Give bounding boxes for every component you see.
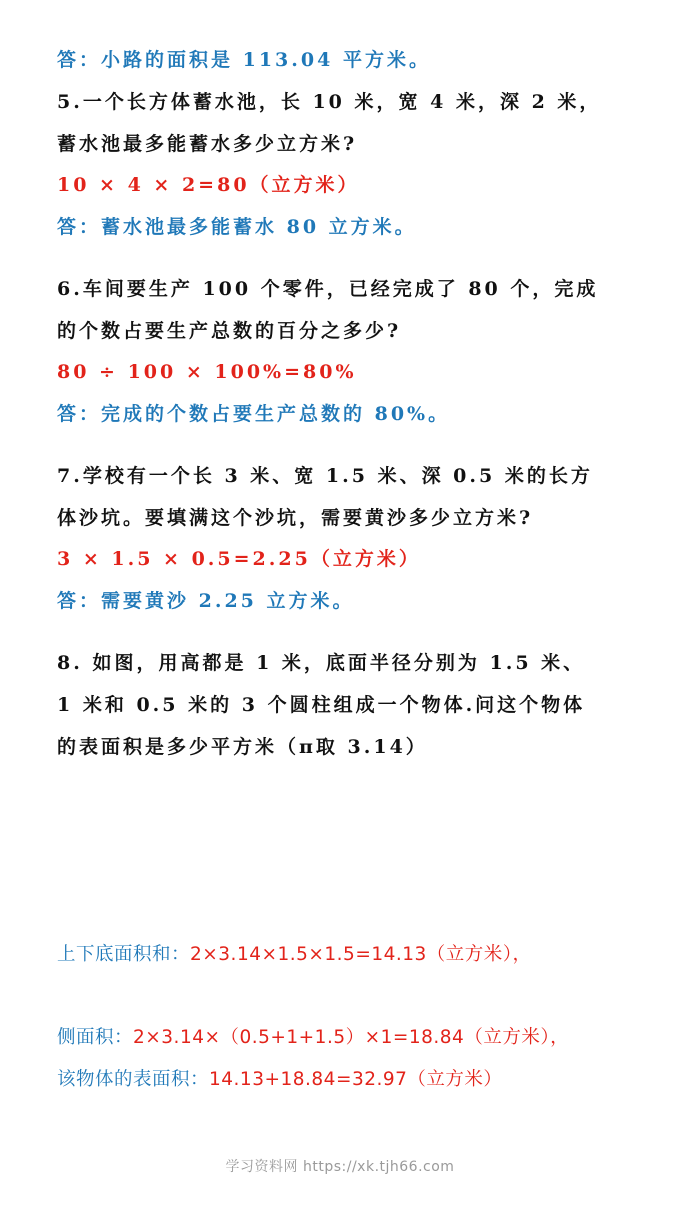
calculation-6: 80 ÷ 100 × 100%=80% [57,361,357,383]
calc-base-area-value: 2×3.14×1.5×1.5=14.13（立方米）， [190,944,532,965]
question-6-line-1: 6.车间要生产 100 个零件，已经完成了 80 个，完成 [57,278,599,300]
question-8-line-2: 1 米和 0.5 米的 3 个圆柱组成一个物体.问这个物体 [57,694,586,716]
question-7-line-2: 体沙坑。要填满这个沙坑，需要黄沙多少立方米? [57,507,534,529]
footer-watermark: 学习资料网 https://xk.tjh66.com [225,1159,455,1175]
question-6-line-2: 的个数占要生产总数的百分之多少? [57,320,402,342]
calc-side-area-value: 2×3.14×（0.5+1+1.5）×1=18.84（立方米）， [133,1027,570,1048]
question-8-line-3: 的表面积是多少平方米（π取 3.14） [57,736,428,758]
question-8-line-1: 8. 如图，用高都是 1 米，底面半径分别为 1.5 米、 [57,652,586,674]
calc-side-area [57,1025,660,1051]
calc-total-area [57,1067,660,1093]
calculation-7: 3 × 1.5 × 0.5=2.25（立方米） [57,548,421,570]
answer-4-text: 答：小路的面积是 113.04 平方米。 [57,49,431,71]
answer-6-text: 答：完成的个数占要生产总数的 80%。 [57,403,451,425]
answer-5-text: 答：蓄水池最多能蓄水 80 立方米。 [57,216,417,238]
answer-7-text: 答：需要黄沙 2.25 立方米。 [57,590,355,612]
question-5-line-1: 5.一个长方体蓄水池，长 10 米，宽 4 米，深 2 米， [57,91,602,113]
question-7-line-1: 7.学校有一个长 3 米、宽 1.5 米、深 0.5 米的长方 [57,465,593,487]
calc-base-area [57,942,660,968]
calc-total-area-value: 14.13+18.84=32.97（立方米） [209,1069,503,1090]
question-5-line-2: 蓄水池最多能蓄水多少立方米? [57,133,358,155]
calculation-5: 10 × 4 × 2=80（立方米） [57,174,360,196]
calc-total-area-label: 该物体的表面积： [57,1069,210,1090]
calc-base-area-label: 上下底面积和： [57,944,191,965]
calc-side-area-label: 侧面积： [57,1027,134,1048]
